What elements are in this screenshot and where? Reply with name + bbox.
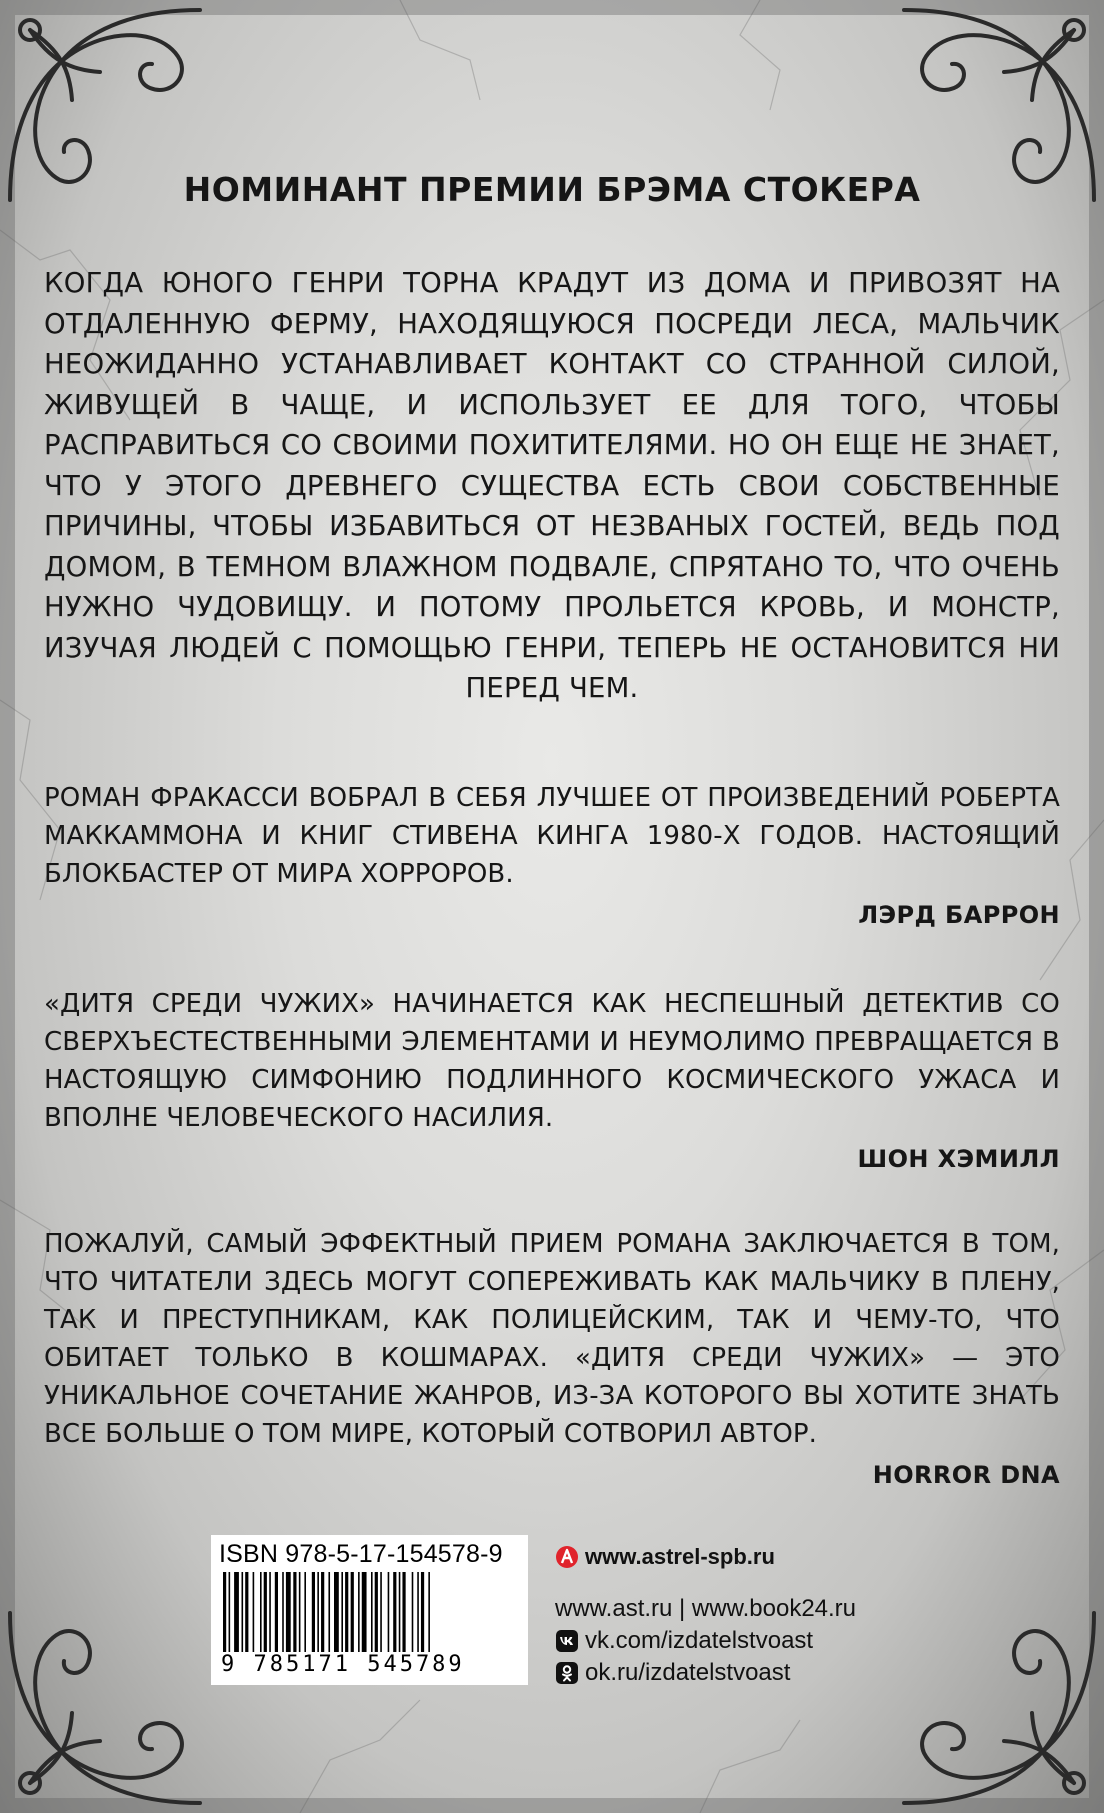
barcode-bar bbox=[286, 1572, 291, 1652]
link-ok-text[interactable]: ok.ru/izdatelstvoast bbox=[585, 1659, 791, 1686]
ok-icon bbox=[555, 1661, 579, 1685]
cover-text bbox=[44, 158, 1060, 1489]
barcode-bar bbox=[242, 1572, 244, 1652]
review-author: ЛЭРД БАРРОН bbox=[858, 900, 1060, 929]
barcode-bar bbox=[393, 1572, 396, 1652]
barcode-bar bbox=[312, 1572, 315, 1652]
barcode-bar bbox=[321, 1572, 324, 1652]
link-sites-text[interactable]: www.ast.ru | www.book24.ru bbox=[555, 1595, 857, 1622]
link-astrel-text[interactable]: www.astrel-spb.ru bbox=[585, 1544, 775, 1569]
link-vk-text[interactable]: vk.com/izdatelstvoast bbox=[585, 1627, 814, 1654]
barcode-bar bbox=[245, 1572, 248, 1652]
barcode-bar bbox=[299, 1572, 301, 1652]
review-author: ШОН ХЭМИЛЛ bbox=[857, 1144, 1060, 1173]
barcode-bar bbox=[334, 1572, 339, 1652]
link-sites[interactable] bbox=[555, 1593, 935, 1625]
award-headline: НОМИНАНТ ПРЕМИИ БРЭМА СТОКЕРА bbox=[183, 170, 921, 209]
barcode-bar bbox=[412, 1572, 414, 1652]
review-text: РОМАН ФРАКАССИ ВОБРАЛ В СЕБЯ ЛУЧШЕЕ ОТ ПРОИЗВЕДЕНИЙ РОБЕРТА МАККАММОНА И КНИГ СТИВЕНА КИНГА 1980-Х ГОДОВ. НАСТОЯЩИЙ БЛОКБАСТЕР ОТ МИРА ХОРРОРОВ. bbox=[44, 782, 1060, 889]
astrel-logo-icon bbox=[555, 1545, 579, 1569]
barcode-bar bbox=[269, 1572, 271, 1652]
barcode-bar bbox=[275, 1572, 278, 1652]
barcode-bar bbox=[417, 1572, 419, 1652]
isbn-number: ISBN 978-5-17-154578-9 bbox=[219, 1540, 503, 1568]
review-block-1 bbox=[44, 779, 1060, 929]
barcode-bar bbox=[399, 1572, 401, 1652]
barcode-bar bbox=[260, 1572, 262, 1652]
barcode-digits: 9 785171 545789 bbox=[221, 1652, 465, 1677]
synopsis: КОГДА ЮНОГО ГЕНРИ ТОРНА КРАДУТ ИЗ ДОМА И ПРИВОЗЯТ НА ОТДАЛЕННУЮ ФЕРМУ, НАХОДЯЩУЮСЯ ПОСРЕДИ ЛЕСА, МАЛЬЧИК НЕОЖИДАННО УСТАНАВЛИВАЕТ КОНТАКТ СО СТРАННОЙ СИЛОЙ, ЖИВУЩЕЙ В ЧАЩЕ, И ИСПОЛЬЗУЕТ ЕЕ ДЛЯ ТОГО, ЧТОБЫ РАСПРАВИТЬСЯ СО СВОИМИ ПОХИТИТЕЛЯМИ. НО ОН ЕЩЕ НЕ ЗНАЕТ, ЧТО У ЭТОГО ДРЕВНЕГО СУЩЕСТВА ЕСТЬ СВОИ СОБСТВЕННЫЕ ПРИЧИНЫ, ЧТОБЫ ИЗБАВИТЬСЯ ОТ НЕЗВАНЫХ ГОСТЕЙ, ВЕДЬ ПОД ДОМОМ, В ТЕМНОМ ВЛАЖНОМ ПОДВАЛЕ, СПРЯТАНО ТО, ЧТО ОЧЕНЬ НУЖНО ЧУДОВИЩУ. И ПОТОМУ ПРОЛЬЕТСЯ КРОВЬ, И МОНСТР, ИЗУЧАЯ ЛЮДЕЙ С ПОМОЩЬЮ ГЕНРИ, ТЕПЕРЬ НЕ ОСТАНОВИТСЯ НИ ПЕРЕД ЧЕМ. bbox=[44, 267, 1060, 704]
barcode-bar bbox=[293, 1572, 296, 1652]
barcode-bar bbox=[341, 1572, 343, 1652]
review-author: HORROR DNA bbox=[872, 1460, 1060, 1489]
isbn-barcode bbox=[211, 1535, 528, 1685]
ornament-corner-bottom-left bbox=[0, 1603, 210, 1813]
barcode-bar bbox=[428, 1572, 430, 1652]
barcode-bar bbox=[282, 1572, 284, 1652]
barcode-bar bbox=[223, 1572, 226, 1652]
barcode-bar bbox=[421, 1572, 424, 1652]
review-text: «ДИТЯ СРЕДИ ЧУЖИХ» НАЧИНАЕТСЯ КАК НЕСПЕШНЫЙ ДЕТЕКТИВ СО СВЕРХЪЕСТЕСТВЕННЫМИ ЭЛЕМЕНТАМИ И НЕУМОЛИМО ПРЕВРАЩАЕТСЯ В НАСТОЯЩУЮ СИМФОНИЮ ПОДЛИННОГО КОСМИЧЕСКОГО УЖАСА И ВПОЛНЕ ЧЕЛОВЕЧЕСКОГО НАСИЛИЯ. bbox=[44, 988, 1060, 1133]
vk-icon bbox=[555, 1629, 579, 1653]
barcode-bar bbox=[229, 1572, 231, 1652]
review-block-2 bbox=[44, 985, 1060, 1173]
barcode-bar bbox=[264, 1572, 267, 1652]
barcode-bar bbox=[317, 1572, 319, 1652]
review-block-3 bbox=[44, 1225, 1060, 1489]
link-vk[interactable] bbox=[555, 1625, 935, 1657]
barcode-bar bbox=[234, 1572, 239, 1652]
barcode-bars bbox=[219, 1572, 520, 1654]
barcode-bar bbox=[351, 1572, 354, 1652]
barcode-bar bbox=[375, 1572, 378, 1652]
barcode-bar bbox=[362, 1572, 367, 1652]
barcode-bar bbox=[345, 1572, 348, 1652]
barcode-bar bbox=[388, 1572, 390, 1652]
barcode-bar bbox=[380, 1572, 382, 1652]
link-ok[interactable] bbox=[555, 1657, 935, 1689]
review-text: ПОЖАЛУЙ, САМЫЙ ЭФФЕКТНЫЙ ПРИЕМ РОМАНА ЗАКЛЮЧАЕТСЯ В ТОМ, ЧТО ЧИТАТЕЛИ ЗДЕСЬ МОГУТ СОПЕРЕЖИВАТЬ КАК МАЛЬЧИКУ В ПЛЕНУ, ТАК И ПРЕСТУПНИКАМ, КАК ПОЛИЦЕЙСКИМ, ТАК И ЧЕМУ-ТО, ЧТО ОБИТАЕТ ТОЛЬКО В КОШМАРАХ. «ДИТЯ СРЕДИ ЧУЖИХ» — ЭТО УНИКАЛЬНОЕ СОЧЕТАНИЕ ЖАНРОВ, ИЗ-ЗА КОТОРОГО ВЫ ХОТИТЕ ЗНАТЬ ВСЕ БОЛЬШЕ О ТОМ МИРЕ, КОТОРЫЙ СОТВОРИЛ АВТОР. bbox=[44, 1228, 1060, 1449]
barcode-bar bbox=[402, 1572, 405, 1652]
link-astrel[interactable] bbox=[555, 1541, 935, 1573]
barcode-bar bbox=[358, 1572, 360, 1652]
barcode-bar bbox=[253, 1572, 255, 1652]
barcode-bar bbox=[304, 1572, 306, 1652]
barcode-bar bbox=[371, 1572, 373, 1652]
barcode-bar bbox=[328, 1572, 330, 1652]
publisher-links bbox=[555, 1541, 935, 1689]
